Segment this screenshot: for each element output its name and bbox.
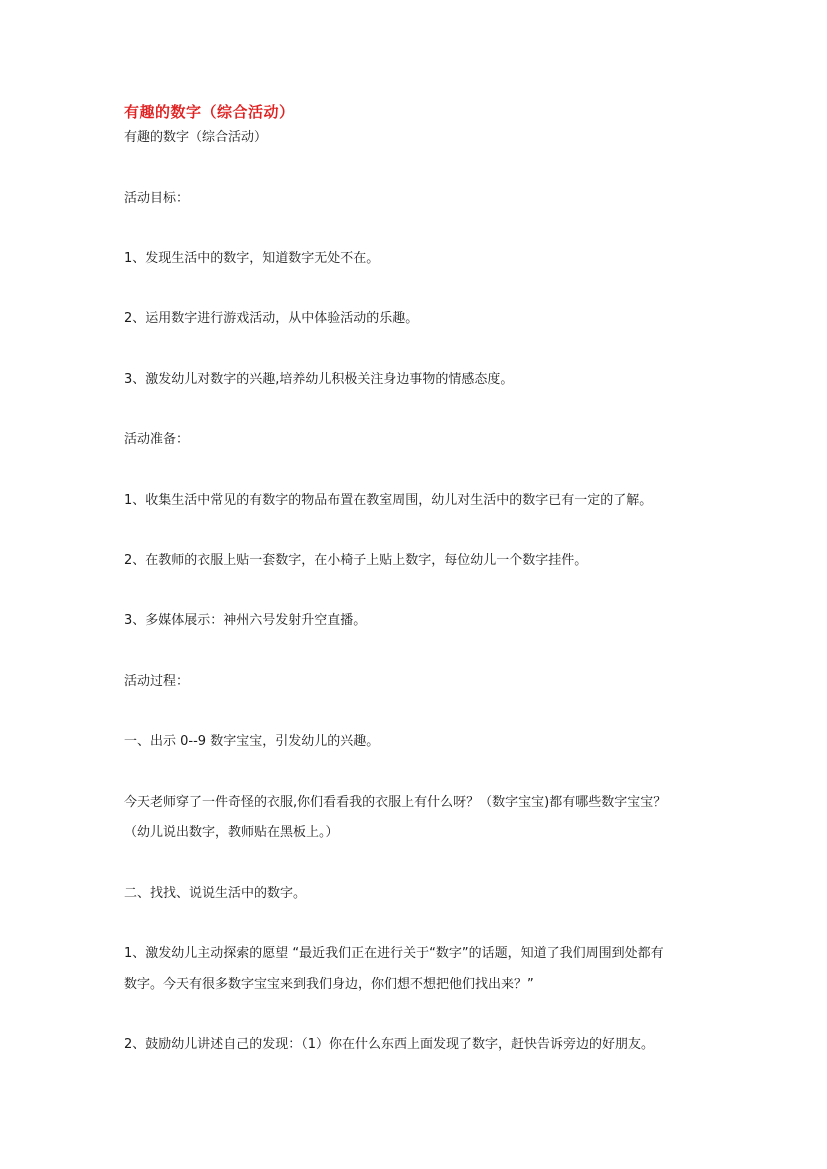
paragraph: 1、收集生活中常见的有数字的物品布置在教室周围，幼儿对生活中的数字已有一定的了解。 [124,493,653,508]
paragraph: 1、激发幼儿主动探索的愿望 “最近我们正在进行关于“数字”的话题，知道了我们周围到处都有 [124,946,664,961]
paragraph: 二、找找、说说生活中的数字。 [124,886,307,901]
section-heading-goals: 活动目标： [124,191,190,206]
paragraph: 2、在教师的衣服上贴一套数字，在小椅子上贴上数字，每位幼儿一个数字挂件。 [124,553,588,568]
paragraph: 2、运用数字进行游戏活动，从中体验活动的乐趣。 [124,311,419,326]
section-heading-preparation: 活动准备： [124,432,190,447]
paragraph: 3、激发幼儿对数字的兴趣,培养幼儿积极关注身边事物的情感态度。 [124,372,514,387]
paragraph: 2、鼓励幼儿讲述自己的发现：（1）你在什么东西上面发现了数字，赶快告诉旁边的好朋友。 [124,1037,655,1052]
subtitle-line: 有趣的数字（综合活动） [124,130,268,145]
document-title: 有趣的数字（综合活动） [124,103,295,121]
paragraph: 1、发现生活中的数字，知道数字无处不在。 [124,251,380,266]
paragraph: 3、多媒体展示：神州六号发射升空直播。 [124,613,367,628]
paragraph: （幼儿说出数字，教师贴在黑板上。） [124,825,339,840]
paragraph: 数字。今天有很多数字宝宝来到我们身边，你们想不想把他们找出来？” [124,977,534,992]
paragraph: 一、出示 0--9 数字宝宝，引发幼儿的兴趣。 [124,734,380,749]
section-heading-process: 活动过程： [124,674,190,689]
paragraph: 今天老师穿了一件奇怪的衣服,你们看看我的衣服上有什么呀？（数字宝宝)都有哪些数字宝宝？ [124,795,667,810]
